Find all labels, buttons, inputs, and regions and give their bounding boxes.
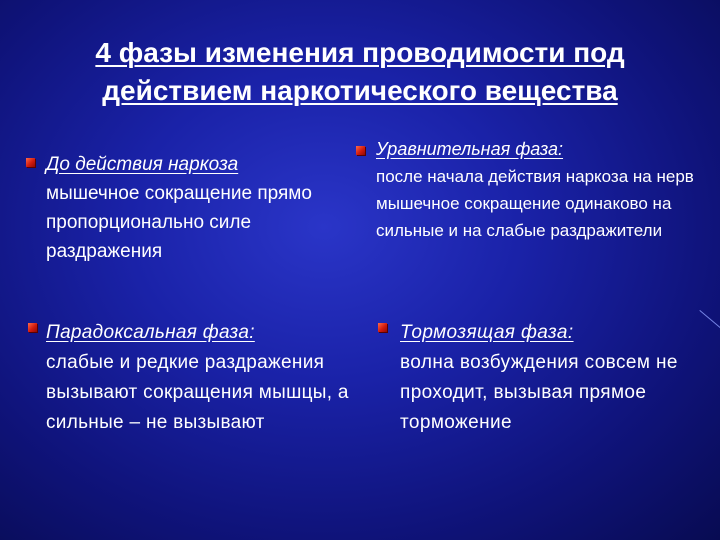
phase-description: волна возбуждения совсем не проходит, вызывая прямое торможение — [400, 352, 678, 433]
bullet-square-icon — [28, 323, 37, 332]
phase-heading: Тормозящая фаза: — [400, 322, 574, 343]
phase-block-equalizing — [376, 136, 696, 244]
bullet-square-icon — [26, 158, 35, 167]
phase-description: слабые и редкие раздражения вызывают сокращения мышцы, а сильные – не вызывают — [46, 352, 349, 433]
phase-heading: Парадоксальная фаза: — [46, 322, 255, 343]
phase-description: после начала действия наркоза на нерв мышечное сокращение одинаково на сильные и на слабые раздражители — [376, 167, 694, 240]
phase-block-before-anesthesia — [46, 150, 336, 266]
phase-description: мышечное сокращение прямо пропорционально силе раздражения — [46, 183, 312, 262]
bullet-square-icon — [378, 323, 387, 332]
phase-block-inhibitory — [400, 318, 690, 438]
decorative-line — [699, 310, 720, 336]
slide-title: 4 фазы изменения проводимости под действием наркотического вещества — [95, 37, 625, 106]
bullet-square-icon — [356, 146, 365, 155]
phase-heading: Уравнительная фаза: — [376, 139, 564, 159]
phase-heading: До действия наркоза — [46, 154, 239, 175]
phase-block-paradoxical — [46, 318, 366, 438]
